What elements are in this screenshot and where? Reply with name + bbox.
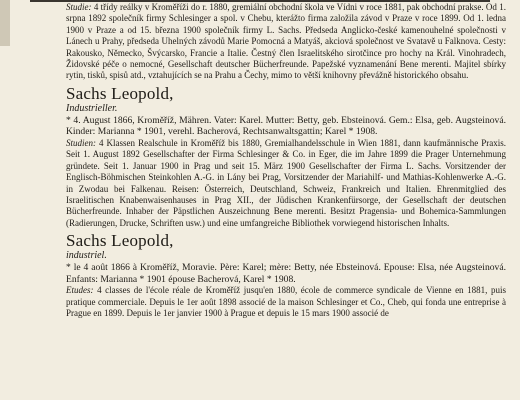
czech-studies-paragraph	[66, 2, 506, 82]
studies-label: Studie:	[66, 2, 92, 12]
entry-role: Industrieller.	[66, 102, 118, 114]
entry-name: Sachs Leopold,	[66, 231, 174, 251]
dictionary-page	[66, 2, 506, 320]
studies-label: Studien:	[66, 138, 96, 149]
entry-biography: * le 4 août 1866 à Kroměříž, Moravie. Père: Karel; mère: Betty, née Ebsteinová. Epouse: Elsa, née Augsteinová. Enfants: Marianna * 1901 épouse Bacherová, Karel * 1908.	[66, 262, 506, 285]
studies-text: 4 Klassen Realschule in Kroměříž bis 1880, Gremialhandelsschule in Wien 1881, dann kaufmännische Praxis. Seit 1. August 1892 Gesellschafter der Firma Schlesinger & Co. in Eger, die im Jahre 1899 die Prager Unternehmung gründete. Seit 1. Januar 1900 in Prag und seit 15. März 1900 Gesellschafter der Firma L. Sachs. Vorsitzender der Englisch-Böhmischen Steinkohlen A.-G. in Lány bei Prag, Vorsitzender der Mariahilf- und Mathias-Kohlenwerke A.-G. in Zwodau bei Falkenau. Reisen: Österreich, Deutschland, Schweiz, Frankreich und Italien. Ehrenmitglied des Israelitischen Knabenwaisenhauses in Prag XII., der Jüdischen Krankenfürsorge, der Gesellschaft der deutschen Bücherfreunde. Inhaber der Päpstlichen Auszeichnung Bene merenti. Besitzt Pragensia- und Bohemica-Sammlungen (Radierungen, Drucke, Schriften usw.) und eine umfangreiche Bibliothek vorwiegend historischen Inhalts.	[66, 138, 506, 228]
entry-name: Sachs Leopold,	[66, 83, 174, 103]
studies-text: 4 classes de l'école réale de Kroměříž jusqu'en 1880, école de commerce syndicale de Vienne en 1881, puis pratique commerciale. Depuis le 1er août 1898 associé de la maison Schlesinger et Co., Cheb, qui fonda une entreprise à Prague en 1899. Depuis le 1er janvier 1900 à Prague et depuis le 15 mars 1900 associé de	[66, 285, 506, 319]
studies-label: Etudes:	[66, 285, 94, 296]
studies-text: 4 třídy reálky v Kroměříži do r. 1880, gremiální obchodní škola ve Vídni v roce 1881, pak obchodní prakse. Od 1. srpna 1892 společník firmy Schlesinger a spol. v Chebu, kterážto firma založila závod v Praze v roce 1899. Od 1. ledna 1900 v Praze a od 15. března 1900 společník firmy L. Sachs. Předseda Anglicko-české kamenouhelné společnosti v Lánech u Prahy, předseda Uhelných závodů Marie Pomocná a Matyáš, akciová společnost ve Svatavě u Falknova. Cesty: Rakousko, Německo, Švýcarsko, Francie a Italie. Čestný člen Israelitského sirotčince pro hochy na Král. Vinohradech, Židovské péče o nemocné, Gesellschaft deutscher Bücherfreunde. Papežské vyznamenání Bene merenti. Majitel sbírky rytin, tisků, spisů atd., vztahujících se na Prahu a Čechy, mimo to větší knihovny převážně historického obsahu.	[66, 2, 507, 81]
page-edge-shadow	[0, 0, 10, 46]
entry-role: industriel.	[66, 250, 107, 262]
german-studies-paragraph	[66, 138, 506, 229]
french-studies-paragraph	[66, 285, 506, 319]
entry-biography: * 4. August 1866, Kroměříž, Mähren. Vater: Karel. Mutter: Betty, geb. Ebsteinová. Gem.: Elsa, geb. Augsteinová. Kinder: Marianna * 1901, verehl. Bacherová, Rechtsanwaltsgattin; Karel * 1908.	[66, 114, 506, 138]
